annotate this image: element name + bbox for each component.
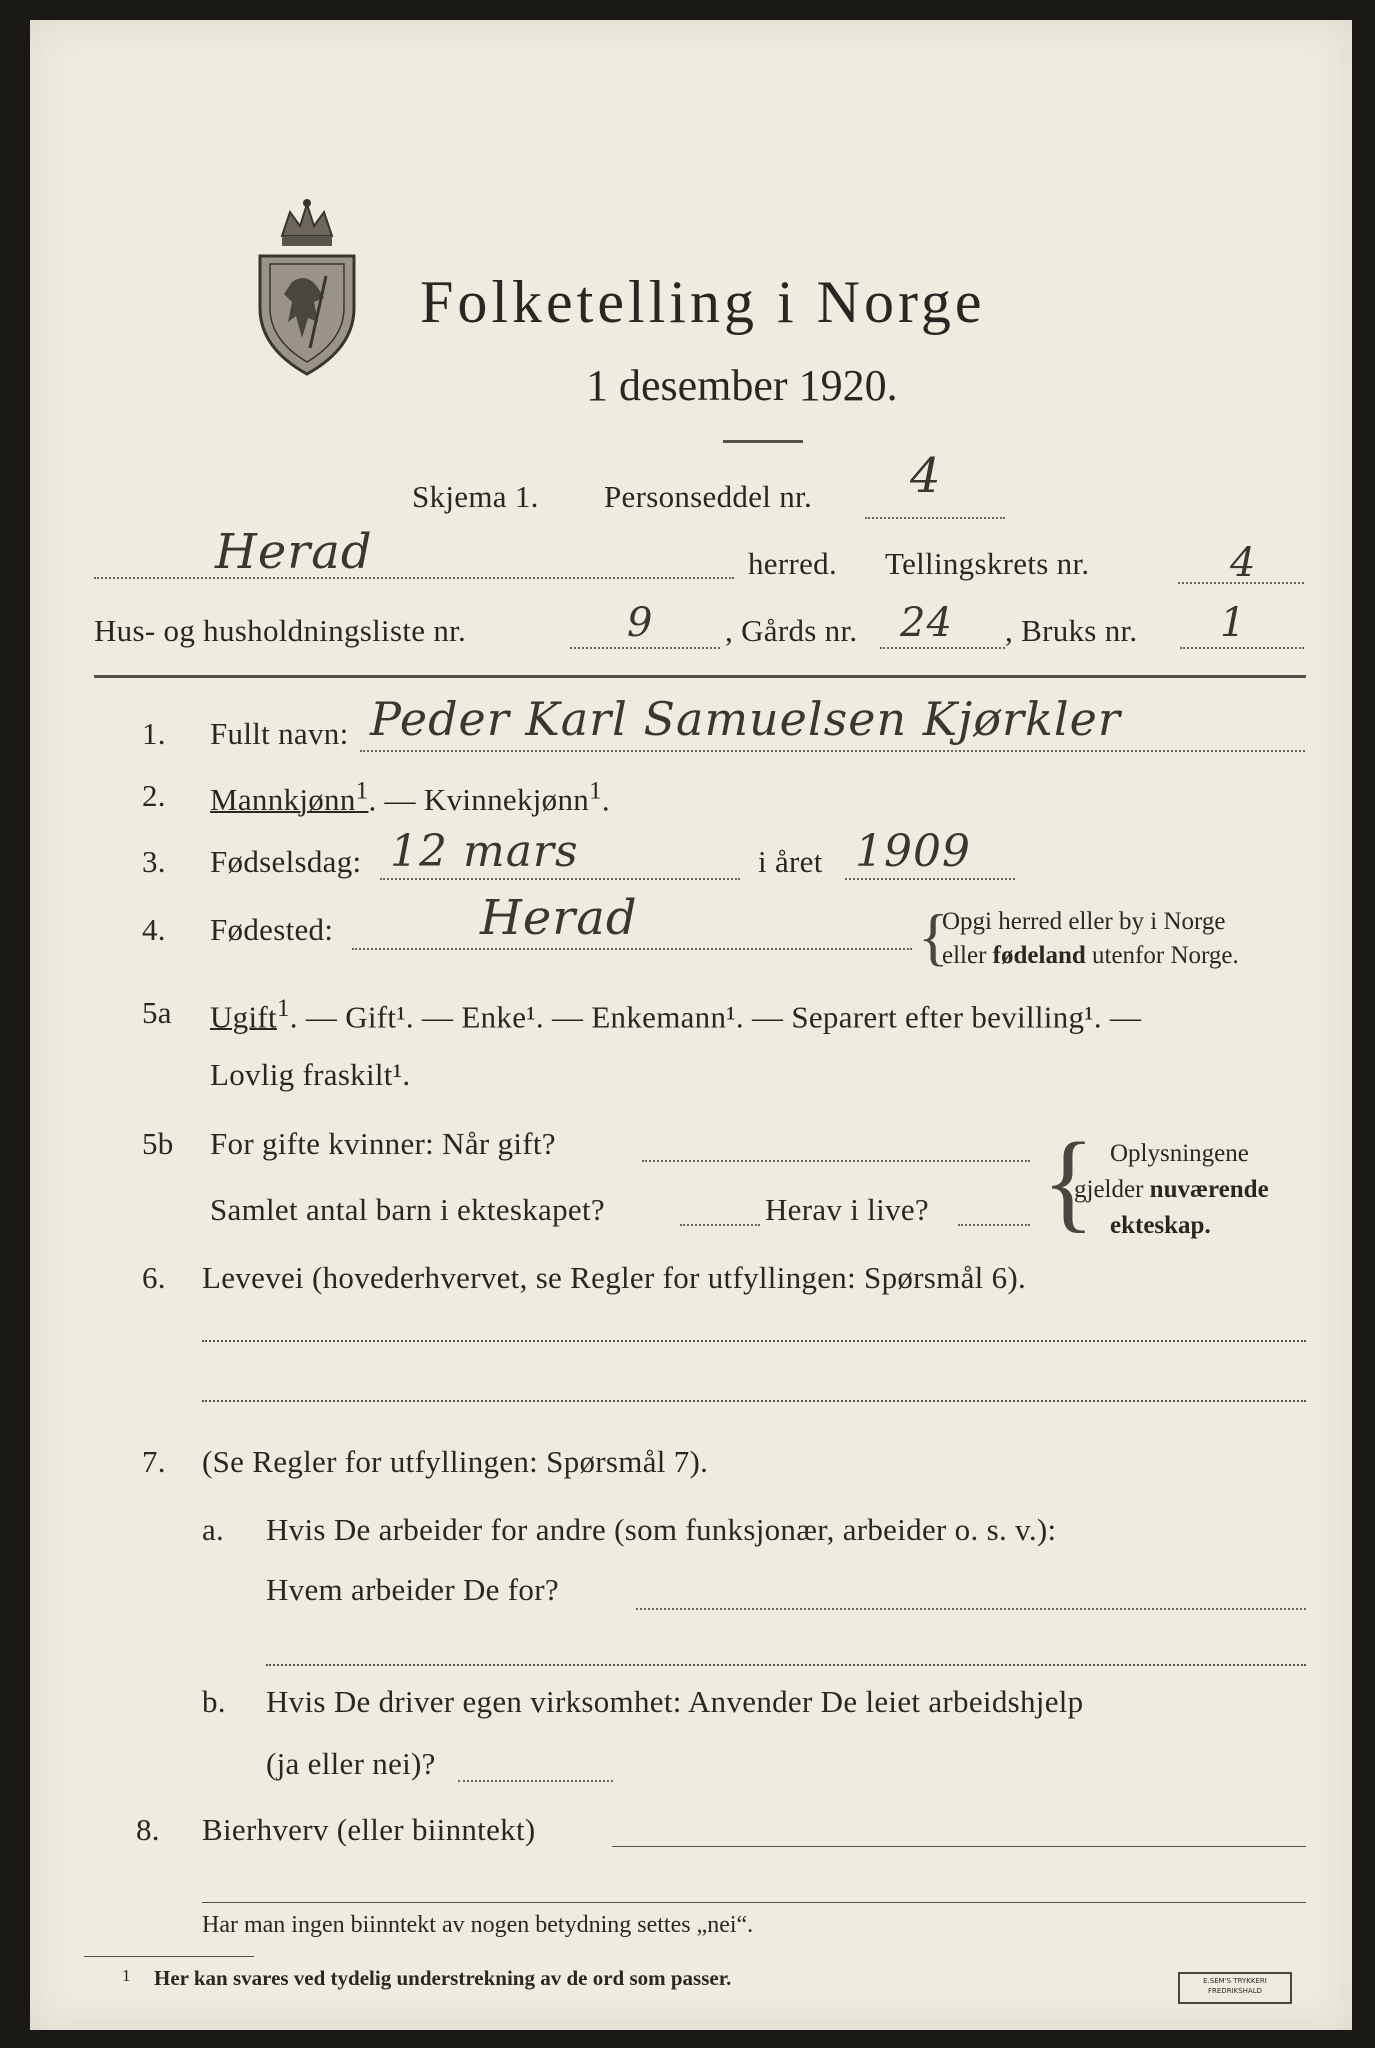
occupation-line-2[interactable]: [202, 1400, 1306, 1402]
year-label: i året: [758, 844, 823, 879]
bruks-label: , Bruks nr.: [1005, 613, 1138, 648]
personseddel-line[interactable]: [865, 517, 1005, 519]
footnote-text: Her kan svares ved tydelig understrekning av de ord som passer.: [154, 1966, 732, 1990]
side-income-note: Har man ingen biinntekt av nogen betydning settes „nei“.: [202, 1912, 754, 1938]
birthplace-value: Herad: [480, 890, 638, 946]
q7b-letter: b.: [202, 1684, 226, 1719]
tellingskrets-label: Tellingskrets nr.: [885, 546, 1090, 581]
q7a-letter: a.: [202, 1512, 225, 1547]
printer-stamp: E.SEM'S TRYKKERI FREDRIKSHALD: [1178, 1972, 1292, 2004]
q5b-number: 5b: [142, 1126, 174, 1161]
q7-number: 7.: [142, 1444, 166, 1479]
q5b-note-line2: gjelder nuværende: [1074, 1176, 1269, 1203]
hus-value: 9: [627, 600, 654, 646]
q4-brace: {: [918, 901, 949, 972]
birthdate-line[interactable]: [380, 878, 740, 880]
side-income-line-2[interactable]: [202, 1902, 1306, 1903]
male-option[interactable]: Mannkjønn$^1$: [210, 778, 369, 818]
form-title: Folketelling i Norge: [420, 269, 986, 335]
q7b-text: Hvis De driver egen virksomhet: Anvender De leiet arbeidshjelp: [266, 1684, 1084, 1719]
occupation-line-1[interactable]: [202, 1340, 1306, 1342]
full-name-line[interactable]: [360, 750, 1305, 752]
gender-separator: . —: [368, 782, 424, 818]
personseddel-label: Personseddel nr.: [604, 479, 812, 514]
q5b-brace: {: [1042, 1120, 1095, 1242]
skjema-label: Skjema 1.: [412, 479, 539, 514]
herred-label: herred.: [748, 546, 838, 581]
footnote-mark: 1: [122, 1966, 131, 1985]
q4-note-line1: Opgi herred eller by i Norge: [942, 908, 1226, 935]
q7-label: (Se Regler for utfyllingen: Spørsmål 7).: [202, 1444, 709, 1479]
footnote-divider: [84, 1956, 254, 1957]
tellingskrets-value: 4: [1230, 540, 1257, 586]
q2-number: 2.: [142, 778, 166, 813]
q6-number: 6.: [142, 1260, 166, 1295]
birthdate-value: 12 mars: [390, 826, 579, 877]
q7b-text2: (ja eller nei)?: [266, 1746, 436, 1781]
employer-line[interactable]: [636, 1608, 1306, 1610]
q4-note-line2: eller fødeland utenfor Norge.: [942, 942, 1239, 969]
census-form: [30, 20, 1352, 2030]
title-divider: [723, 440, 803, 443]
gards-value: 24: [900, 600, 953, 646]
bruks-line[interactable]: [1180, 647, 1304, 649]
gender-options: Mannkjønn$^1$. — Kvinnekjønn$^1$.: [210, 778, 610, 818]
herred-value: Herad: [215, 524, 373, 580]
married-when-line[interactable]: [642, 1160, 1030, 1162]
q3-label: Fødselsdag:: [210, 844, 362, 879]
q4-number: 4.: [142, 912, 166, 947]
employer-line-2[interactable]: [266, 1664, 1306, 1666]
hus-label: Hus- og husholdningsliste nr.: [94, 613, 467, 648]
children-line[interactable]: [680, 1224, 760, 1226]
gards-line[interactable]: [880, 647, 1005, 649]
census-date: 1 desember 1920.: [586, 361, 898, 410]
ugift-option[interactable]: Ugift: [210, 999, 277, 1035]
hired-help-line[interactable]: [458, 1780, 613, 1782]
children-label: Samlet antal barn i ekteskapet?: [210, 1192, 605, 1227]
gards-label: , Gårds nr.: [725, 613, 858, 648]
header-divider: [94, 675, 1306, 678]
marital-options-rest[interactable]: . — Gift¹. — Enke¹. — Enkemann¹. — Separert efter bevilling¹. —: [289, 999, 1142, 1035]
divorced-option[interactable]: Lovlig fraskilt¹.: [210, 1057, 411, 1092]
q6-label: Levevei (hovederhvervet, se Regler for utfyllingen: Spørsmål 6).: [202, 1260, 1027, 1295]
q5b-note-line3: ekteskap.: [1110, 1212, 1211, 1239]
personseddel-value: 4: [910, 448, 942, 504]
living-line[interactable]: [958, 1224, 1030, 1226]
q8-label: Bierhverv (eller biinntekt): [202, 1812, 536, 1847]
hus-line[interactable]: [570, 647, 720, 649]
q1-number: 1.: [142, 716, 166, 751]
birthplace-line[interactable]: [352, 948, 912, 950]
female-option[interactable]: Kvinnekjønn$^1$: [423, 778, 602, 818]
coat-of-arms-icon: [252, 198, 362, 378]
q3-number: 3.: [142, 844, 166, 879]
q7a-text: Hvis De arbeider for andre (som funksjonær, arbeider o. s. v.):: [266, 1512, 1057, 1547]
birthyear-line[interactable]: [845, 878, 1015, 880]
living-label: Herav i live?: [765, 1192, 929, 1227]
q5b-note-line1: Oplysningene: [1110, 1140, 1249, 1167]
q4-label: Fødested:: [210, 912, 334, 947]
side-income-line[interactable]: [612, 1846, 1306, 1847]
birthyear-value: 1909: [855, 826, 971, 877]
q8-number: 8.: [136, 1812, 160, 1847]
q1-label: Fullt navn:: [210, 716, 349, 751]
q5a-number: 5a: [142, 995, 172, 1030]
full-name-value: Peder Karl Samuelsen Kjørkler: [370, 692, 1121, 746]
q7a-text2: Hvem arbeider De for?: [266, 1572, 559, 1607]
bruks-value: 1: [1220, 600, 1247, 646]
marital-options: Ugift$^1$. — Gift¹. — Enke¹. — Enkemann¹. — Separert efter bevilling¹. —: [210, 995, 1142, 1035]
herred-line[interactable]: [94, 577, 734, 579]
married-when-label: For gifte kvinner: Når gift?: [210, 1126, 556, 1161]
